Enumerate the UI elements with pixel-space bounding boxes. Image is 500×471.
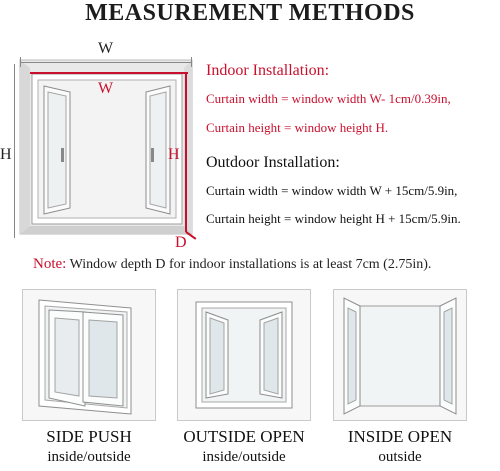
outer-height-label: H	[0, 146, 12, 163]
panel-side-push	[22, 289, 156, 421]
note	[33, 256, 431, 273]
height-dimension-line	[14, 64, 15, 238]
inside-open-subtitle: outside	[378, 449, 422, 465]
indoor-height-formula: Curtain height = window height H.	[206, 120, 389, 135]
outward-casement-window-icon	[178, 290, 310, 420]
inner-height-label: H	[168, 146, 180, 163]
note-text: Window depth D for indoor installations is at least 7cm (2.75in).	[66, 257, 432, 272]
page-title: MEASUREMENT METHODS	[85, 0, 415, 26]
outdoor-height-formula: Curtain height = window height H + 15cm/5.9in.	[206, 211, 461, 226]
side-push-title: SIDE PUSH	[46, 427, 132, 446]
sliding-window-icon	[23, 290, 155, 420]
depth-label: D	[175, 234, 187, 251]
outdoor-width-formula: Curtain width = window width W + 15cm/5.9in,	[206, 183, 458, 198]
outdoor-heading: Outdoor Installation:	[206, 154, 340, 171]
indoor-width-formula: Curtain width = window width W- 1cm/0.39in,	[206, 91, 451, 106]
inner-width-line	[30, 72, 188, 74]
inside-open-title: INSIDE OPEN	[347, 427, 453, 446]
inner-width-label: W	[98, 80, 114, 97]
panel-inside-open	[333, 289, 467, 421]
indoor-heading: Indoor Installation:	[206, 62, 330, 79]
inner-height-line	[185, 72, 187, 232]
note-label: Note:	[33, 256, 67, 272]
width-tick-right	[191, 57, 192, 67]
width-tick-left	[20, 57, 21, 67]
outside-open-title: OUTSIDE OPEN	[183, 427, 305, 446]
outer-width-label: W	[98, 40, 114, 57]
inward-casement-window-icon	[334, 290, 466, 420]
width-dimension-line	[20, 62, 192, 63]
outside-open-subtitle: inside/outside	[202, 449, 286, 465]
side-push-subtitle: inside/outside	[47, 449, 131, 465]
panel-outside-open	[177, 289, 311, 421]
